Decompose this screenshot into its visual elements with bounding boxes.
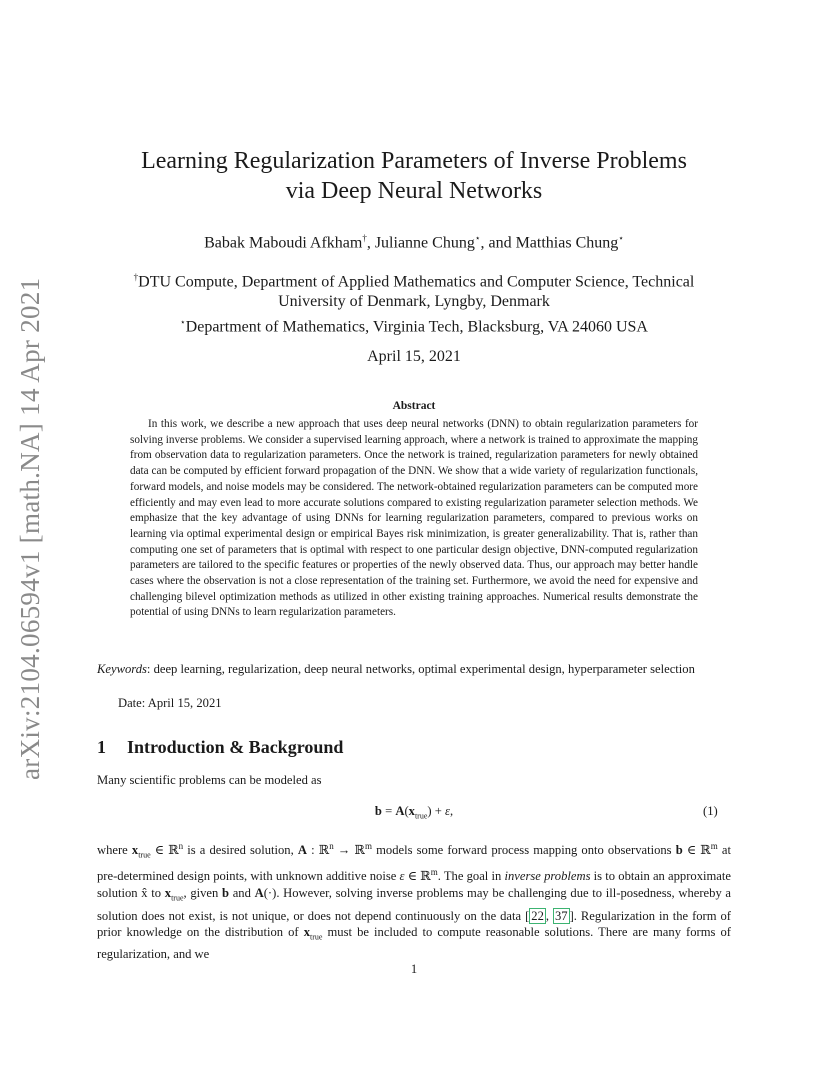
author-3: , and Matthias Chung (480, 234, 619, 252)
citation-link[interactable]: 22 (531, 908, 544, 923)
paper-date: April 15, 2021 (367, 348, 461, 365)
abstract-text: In this work, we describe a new approach that uses deep neural networks (DNN) to obtain regularization parameters for solving inverse problems. We consider a supervised learning approach, where a network is trained to approximate the mapping from observation data to regularization parameters. Once the network is trained, regularization parameters for newly obtained data can be computed by efficient forward propagation of the DNN. We show that a wide variety of regularization functionals, forward models, and noise models may be considered. The network-obtained regularization parameters can be computed more efficiently and may even lead to more accurate solutions compared to existing regularization parameter selection methods. We emphasize that the key advantage of using DNNs for learning regularization parameters, compared to previous works on learning via optimal experimental design or empirical Bayes risk minimization, is greater generalizability. That is, rather than computing one set of parameters that is optimal with respect to one particular design objective, DNN-computed regularization parameters are tailored to the specific features or properties of the newly observed data. Thus, our approach may better handle cases where the observation is not a close representation of the training set. Furthermore, we avoid the need for expensive and challenging bilevel optimization methods as utilized in other existing training approaches. Numerical results demonstrate the potential of using DNNs to learn regularization parameters. (130, 418, 698, 619)
affiliation-dtu-line-1: DTU Compute, Department of Applied Mathematics and Computer Science, Technical (138, 273, 695, 291)
equation-number: (1) (703, 804, 718, 818)
keywords (97, 661, 731, 678)
author-2: , Julianne Chung (366, 234, 475, 252)
keywords-label: Keywords (97, 662, 147, 676)
equation-body: $b = A(x_{true}) + \varepsilon$, (374, 804, 454, 821)
date-line: Date: April 15, 2021 (118, 696, 222, 710)
intro-sentence: Many scientific problems can be modeled as (97, 773, 322, 787)
affiliation-vt: Department of Mathematics, Virginia Tech, Blacksburg, VA 24060 USA (185, 318, 648, 336)
abstract-body (130, 417, 698, 621)
affiliations: †DTU Compute, Department of Applied Mathematics and Computer Science, Technical University of Denmark, Lyngby, Denmark ⋆Department of Mathematics, Virginia Tech, Blacksburg, VA 24060 USA (0, 267, 828, 338)
abstract-heading: Abstract (392, 400, 436, 412)
section-heading (97, 737, 343, 758)
keywords-text: : deep learning, regularization, deep neural networks, optimal experimental design, hyperparameter selection (146, 662, 695, 676)
citation-link[interactable]: 37 (554, 908, 568, 923)
author-1: Babak Maboudi Afkham (204, 234, 363, 252)
section-number: 1 (97, 737, 106, 757)
author-list: Babak Maboudi Afkham†, Julianne Chung⋆, and Matthias Chung⋆ (204, 233, 624, 252)
title-line-2: via Deep Neural Networks (285, 178, 543, 204)
arxiv-stamp: arXiv:2104.06594v1 [math.NA] 14 Apr 2021 (15, 277, 45, 780)
section-title: Introduction & Background (127, 737, 344, 757)
page-number: 1 (410, 962, 418, 976)
intro-paragraph: where $x_{true}$ ∈ ℝ$^n$ is a desired solution, A : ℝ$^n$ → ℝ$^m$ models some forward process mapping onto observations b ∈ ℝ$^m$ at pre-determined design points, with unknown additive noise ε ∈ ℝ$^m$. The goal in inverse problems is to obtain an approximate solution x̂ to $x_{true}$, given b and A(·). However, solving inverse problems may be challenging due to ill-posedness, whereby a solution does not exist, is not unique, or does not depend continuously on the data [ 22 , 37 ]. Regularization in the form of prior knowledge on the distribution of $x_{true}$ must be included to compute reasonable solutions. There are many forms of regularization, and we (97, 841, 732, 962)
affiliation-dtu-line-2: University of Denmark, Lyngby, Denmark (278, 293, 550, 311)
equation-1 (0, 804, 828, 821)
paper-title (0, 146, 828, 206)
title-line-1: Learning Regularization Parameters of Inverse Problems (141, 148, 687, 174)
